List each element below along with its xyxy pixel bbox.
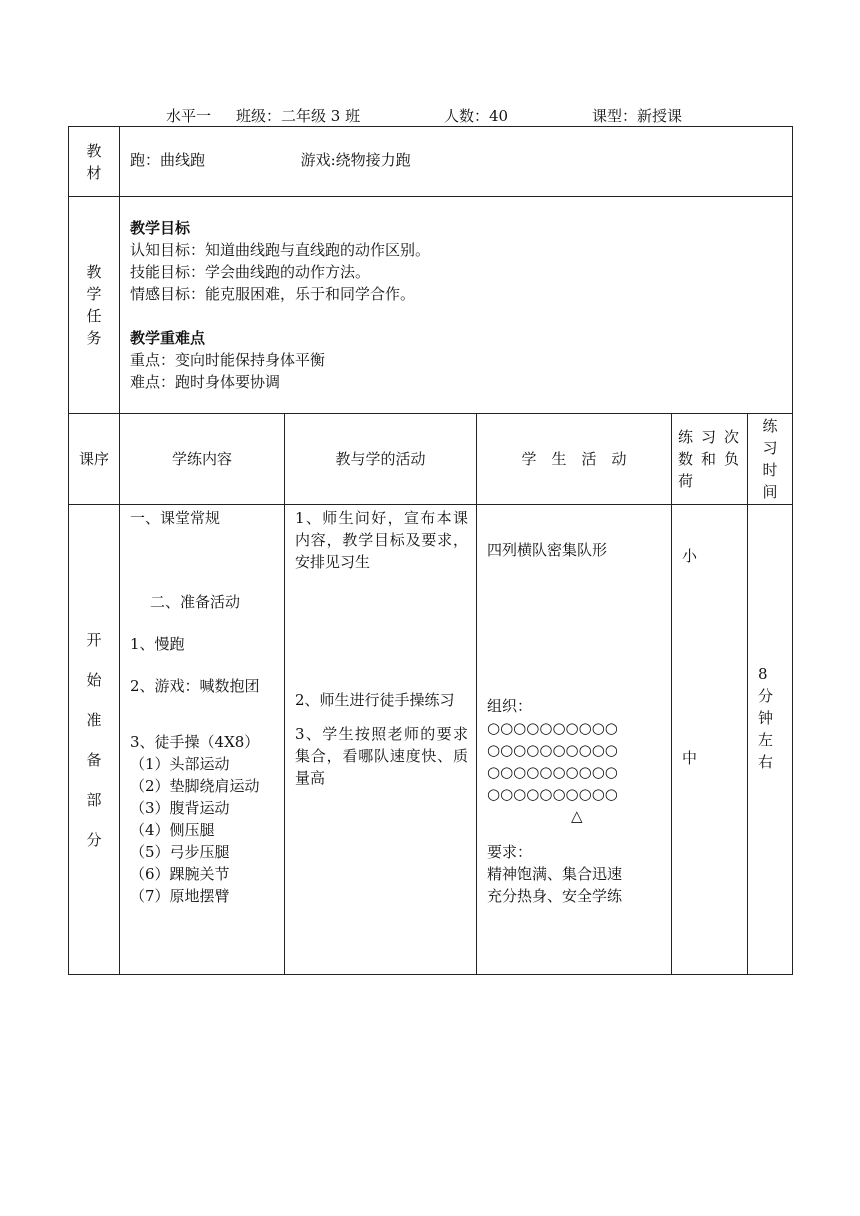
exercise-item: （3）腹背运动 <box>130 799 230 817</box>
exercise-item: （2）垫脚绕肩运动 <box>130 777 260 795</box>
exercise-item: （6）踝腕关节 <box>130 865 230 883</box>
header-level: 水平一 <box>166 107 212 125</box>
content-warmup: 二、准备活动 <box>150 593 241 611</box>
load-small: 小 <box>682 547 698 565</box>
col-student: 学 生 活 动 <box>477 414 672 505</box>
col-time: 练 习 时 间 <box>748 414 793 505</box>
goal-emotion: 情感目标：能克服困难，乐于和同学合作。 <box>130 285 416 303</box>
key-point: 重点：变向时能保持身体平衡 <box>130 351 326 369</box>
formation-row: ○○○○○○○○○○ <box>487 719 618 737</box>
formation-row: ○○○○○○○○○○ <box>487 785 618 803</box>
section-content <box>120 505 285 975</box>
column-header-row <box>69 414 793 505</box>
materials-label: 教 材 <box>69 127 120 197</box>
student-req-2: 充分热身、安全学练 <box>487 887 623 905</box>
content-game: 2、游戏：喊数抱团 <box>130 677 260 695</box>
student-formation: 四列横队密集队形 <box>487 541 608 559</box>
teacher-triangle-icon: △ <box>571 807 583 825</box>
section-teach <box>285 505 477 975</box>
key-title: 教学重难点 <box>130 329 206 347</box>
teach-1: 1、师生问好，宣布本课内容，教学目标及要求，安排见习生 <box>295 509 468 571</box>
exercise-item: （5）弓步压腿 <box>130 843 230 861</box>
col-order: 课序 <box>69 414 120 505</box>
section-label: 开 始 准 备 部 分 <box>69 505 120 975</box>
tasks-label: 教 学 任 务 <box>69 197 120 414</box>
section-student <box>477 505 672 975</box>
formation-row: ○○○○○○○○○○ <box>487 741 618 759</box>
goal-cognitive: 认知目标：知道曲线跑与直线跑的动作区别。 <box>130 241 431 259</box>
section-time: 8 分 钟 左 右 <box>748 505 793 975</box>
header-type: 课型：新授课 <box>592 107 683 125</box>
header-class: 班级：二年级 3 班 <box>236 107 361 125</box>
student-req-1: 精神饱满、集合迅速 <box>487 865 623 883</box>
exercise-item: （7）原地摆臂 <box>130 887 230 905</box>
teach-2: 2、师生进行徒手操练习 <box>295 691 455 709</box>
teach-3: 3、学生按照老师的要求集合，看哪队速度快、质量高 <box>295 725 468 787</box>
load-mid: 中 <box>682 749 698 767</box>
content-exercise: 3、徒手操（4X8） <box>130 733 260 751</box>
formation-row: ○○○○○○○○○○ <box>487 763 618 781</box>
materials-row <box>69 127 793 197</box>
col-teach: 教与学的活动 <box>285 414 477 505</box>
header-line <box>0 105 860 127</box>
materials-content <box>120 127 793 197</box>
header-count: 人数：40 <box>444 107 509 125</box>
materials-item1: 跑：曲线跑 <box>130 151 206 169</box>
student-org: 组织： <box>487 697 533 715</box>
difficult-point: 难点：跑时身体要协调 <box>130 373 281 391</box>
lesson-plan-table <box>68 126 793 975</box>
tasks-row <box>69 197 793 414</box>
content-jog: 1、慢跑 <box>130 635 185 653</box>
student-req: 要求： <box>487 843 533 861</box>
exercise-item: （1）头部运动 <box>130 755 230 773</box>
goals-title: 教学目标 <box>130 219 191 237</box>
goal-skill: 技能目标：学会曲线跑的动作方法。 <box>130 263 371 281</box>
materials-item2: 游戏:绕物接力跑 <box>300 151 411 169</box>
tasks-content <box>120 197 793 414</box>
exercise-item: （4）侧压腿 <box>130 821 215 839</box>
section-load <box>672 505 748 975</box>
col-content: 学练内容 <box>120 414 285 505</box>
section-row <box>69 505 793 975</box>
col-load: 练习次数和负荷 <box>672 414 748 505</box>
content-routine: 一、课堂常规 <box>130 509 221 527</box>
